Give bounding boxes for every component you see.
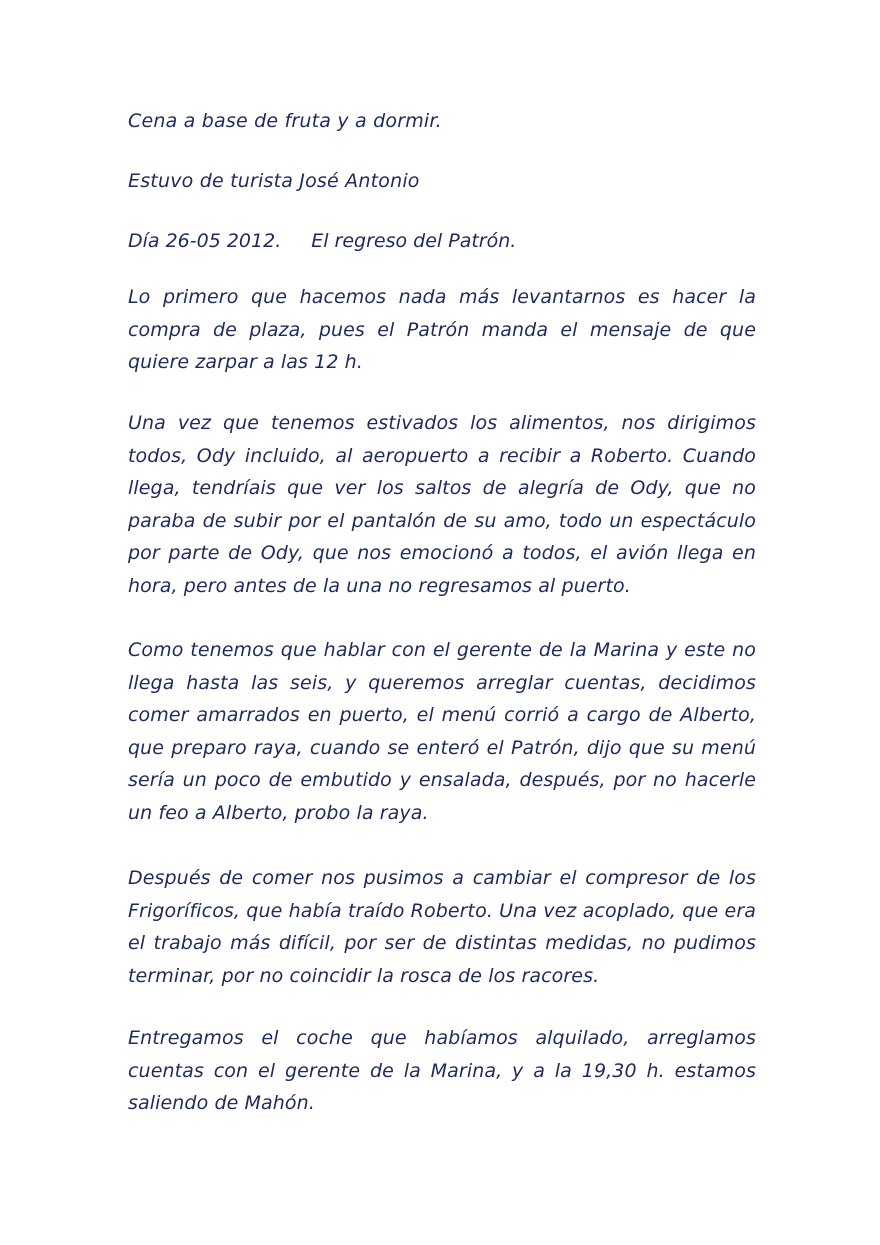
- paragraph-departure: Entregamos el coche que habíamos alquilado, arreglamos cuentas con el gerente de la Marina, y a la 19,30 h. estamos saliendo de Mahón.: [128, 1027, 756, 1115]
- day-title: El regreso del Patrón.: [311, 230, 517, 252]
- day-heading: [128, 230, 516, 252]
- paragraph-morning: Lo primero que hacemos nada más levantarnos es hacer la compra de plaza, pues el Patrón manda el mensaje de que quiere zarpar a las 12 h.: [128, 286, 756, 374]
- paragraph-airport: Una vez que tenemos estivados los alimentos, nos dirigimos todos, Ody incluido, al aeropuerto a recibir a Roberto. Cuando llega, tendríais que ver los saltos de alegría de Ody, que no paraba de subir por el pantalón de su amo, todo un espectáculo por parte de Ody, que nos emocionó a todos, el avión llega en hora, pero antes de la una no regresamos al puerto.: [128, 412, 756, 597]
- text-line-dinner: Cena a base de fruta y a dormir.: [128, 110, 442, 132]
- day-date-label: Día 26-05 2012.: [128, 230, 282, 252]
- text-line-tourist: Estuvo de turista José Antonio: [128, 170, 420, 192]
- paragraph-compressor: Después de comer nos pusimos a cambiar el compresor de los Frigoríficos, que había traído Roberto. Una vez acoplado, que era el trabajo más difícil, por ser de distintas medidas, no pudimos terminar, por no coincidir la rosca de los racores.: [128, 867, 756, 987]
- paragraph-lunch: Como tenemos que hablar con el gerente de la Marina y este no llega hasta las seis, y queremos arreglar cuentas, decidimos comer amarrados en puerto, el menú corrió a cargo de Alberto, que preparo raya, cuando se enteró el Patrón, dijo que su menú sería un poco de embutido y ensalada, después, por no hacerle un feo a Alberto, probo la raya.: [128, 639, 756, 824]
